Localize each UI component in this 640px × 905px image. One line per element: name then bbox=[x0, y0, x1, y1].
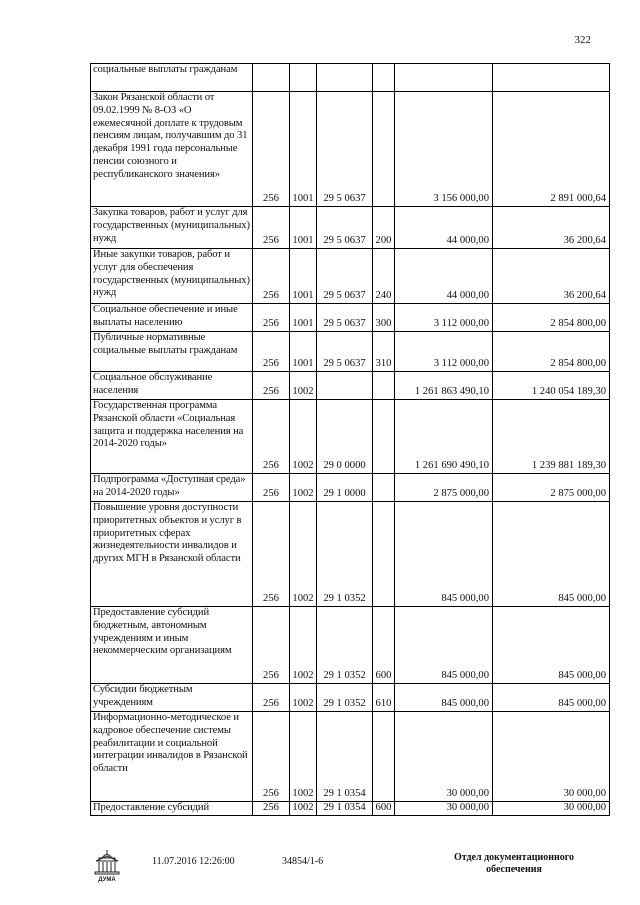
section-code-cell: 1001 bbox=[290, 207, 317, 249]
table-row bbox=[91, 474, 610, 502]
section-code-cell bbox=[290, 64, 317, 92]
section-code-cell: 1002 bbox=[290, 474, 317, 502]
ved-code-cell: 256 bbox=[253, 372, 290, 400]
row-name-cell: Социальное обслуживание населения bbox=[91, 372, 253, 400]
footer-department bbox=[440, 852, 588, 876]
ved-code-cell: 256 bbox=[253, 207, 290, 249]
executed-sum-cell: 2 891 000,64 bbox=[493, 92, 610, 207]
table-row bbox=[91, 372, 610, 400]
section-code-cell: 1001 bbox=[290, 249, 317, 304]
target-article-cell: 29 5 0637 bbox=[317, 332, 373, 372]
section-code-cell: 1002 bbox=[290, 712, 317, 802]
target-article-cell: 29 5 0637 bbox=[317, 92, 373, 207]
target-article-cell: 29 5 0637 bbox=[317, 304, 373, 332]
executed-sum-cell: 30 000,00 bbox=[493, 712, 610, 802]
row-name-cell: Государственная программа Рязанской области «Социальная защита и поддержка населения на 2014-2020 годы» bbox=[91, 400, 253, 474]
ved-code-cell: 256 bbox=[253, 607, 290, 684]
expense-type-cell: 600 bbox=[373, 802, 395, 816]
executed-sum-cell: 2 875 000,00 bbox=[493, 474, 610, 502]
row-name-cell: Подпрограмма «Доступная среда» на 2014-2020 годы» bbox=[91, 474, 253, 502]
row-name-cell: Предоставление субсидий бюджетным, автономным учреждениям и иным некоммерческим организациям bbox=[91, 607, 253, 684]
row-name-cell: Предоставление субсидий bbox=[91, 802, 253, 816]
expense-type-cell bbox=[373, 400, 395, 474]
table-row bbox=[91, 64, 610, 92]
table-row bbox=[91, 400, 610, 474]
target-article-cell: 29 0 0000 bbox=[317, 400, 373, 474]
ved-code-cell: 256 bbox=[253, 502, 290, 607]
expense-type-cell: 300 bbox=[373, 304, 395, 332]
target-article-cell: 29 1 0352 bbox=[317, 607, 373, 684]
planned-sum-cell: 3 112 000,00 bbox=[395, 332, 493, 372]
ved-code-cell: 256 bbox=[253, 474, 290, 502]
ved-code-cell: 256 bbox=[253, 802, 290, 816]
department-line-2: обеспечения bbox=[486, 864, 542, 875]
table-row bbox=[91, 249, 610, 304]
executed-sum-cell: 845 000,00 bbox=[493, 684, 610, 712]
executed-sum-cell: 2 854 800,00 bbox=[493, 332, 610, 372]
row-name-cell: социальные выплаты гражданам bbox=[91, 64, 253, 92]
expense-type-cell bbox=[373, 372, 395, 400]
row-name-cell: Социальное обеспечение и иные выплаты населению bbox=[91, 304, 253, 332]
expense-type-cell: 240 bbox=[373, 249, 395, 304]
table-row bbox=[91, 92, 610, 207]
section-code-cell: 1002 bbox=[290, 802, 317, 816]
row-name-cell: Информационно-методическое и кадровое обеспечение системы реабилитации и социальной интеграции инвалидов в Рязанской области bbox=[91, 712, 253, 802]
expense-type-cell bbox=[373, 92, 395, 207]
table-row bbox=[91, 332, 610, 372]
budget-table bbox=[90, 63, 610, 816]
target-article-cell: 29 5 0637 bbox=[317, 207, 373, 249]
ved-code-cell: 256 bbox=[253, 249, 290, 304]
row-name-cell: Повышение уровня доступности приоритетных объектов и услуг в приоритетных сферах жизнедеятельности инвалидов и других МГН в Рязанской области bbox=[91, 502, 253, 607]
planned-sum-cell: 2 875 000,00 bbox=[395, 474, 493, 502]
ved-code-cell: 256 bbox=[253, 304, 290, 332]
table-row bbox=[91, 684, 610, 712]
row-name-cell: Закупка товаров, работ и услуг для государственных (муниципальных) нужд bbox=[91, 207, 253, 249]
expense-type-cell bbox=[373, 474, 395, 502]
executed-sum-cell: 1 239 881 189,30 bbox=[493, 400, 610, 474]
section-code-cell: 1002 bbox=[290, 607, 317, 684]
department-line-1: Отдел документационного bbox=[453, 852, 575, 863]
svg-text:ДУМА: ДУМА bbox=[98, 877, 116, 883]
table-row bbox=[91, 304, 610, 332]
target-article-cell: 29 1 0354 bbox=[317, 802, 373, 816]
planned-sum-cell: 845 000,00 bbox=[395, 502, 493, 607]
ved-code-cell: 256 bbox=[253, 400, 290, 474]
executed-sum-cell: 845 000,00 bbox=[493, 607, 610, 684]
ved-code-cell: 256 bbox=[253, 92, 290, 207]
expense-type-cell: 310 bbox=[373, 332, 395, 372]
row-name-cell: Иные закупки товаров, работ и услуг для обеспечения государственных (муниципальных) нужд bbox=[91, 249, 253, 304]
expense-type-cell bbox=[373, 64, 395, 92]
planned-sum-cell: 1 261 863 490,10 bbox=[395, 372, 493, 400]
expense-type-cell: 600 bbox=[373, 607, 395, 684]
table-row bbox=[91, 802, 610, 816]
section-code-cell: 1002 bbox=[290, 400, 317, 474]
target-article-cell bbox=[317, 64, 373, 92]
footer-datetime: 11.07.2016 12:26:00 bbox=[152, 856, 235, 867]
expense-type-cell bbox=[373, 502, 395, 607]
page-number: 322 bbox=[574, 34, 591, 46]
planned-sum-cell: 845 000,00 bbox=[395, 684, 493, 712]
section-code-cell: 1001 bbox=[290, 92, 317, 207]
planned-sum-cell: 1 261 690 490,10 bbox=[395, 400, 493, 474]
target-article-cell: 29 1 0352 bbox=[317, 502, 373, 607]
executed-sum-cell: 845 000,00 bbox=[493, 502, 610, 607]
executed-sum-cell: 36 200,64 bbox=[493, 249, 610, 304]
ved-code-cell bbox=[253, 64, 290, 92]
table-row bbox=[91, 207, 610, 249]
planned-sum-cell: 30 000,00 bbox=[395, 802, 493, 816]
section-code-cell: 1001 bbox=[290, 332, 317, 372]
executed-sum-cell: 1 240 054 189,30 bbox=[493, 372, 610, 400]
planned-sum-cell: 3 156 000,00 bbox=[395, 92, 493, 207]
planned-sum-cell bbox=[395, 64, 493, 92]
executed-sum-cell: 36 200,64 bbox=[493, 207, 610, 249]
section-code-cell: 1002 bbox=[290, 502, 317, 607]
executed-sum-cell bbox=[493, 64, 610, 92]
ved-code-cell: 256 bbox=[253, 332, 290, 372]
executed-sum-cell: 2 854 800,00 bbox=[493, 304, 610, 332]
ved-code-cell: 256 bbox=[253, 684, 290, 712]
row-name-cell: Субсидии бюджетным учреждениям bbox=[91, 684, 253, 712]
section-code-cell: 1002 bbox=[290, 372, 317, 400]
target-article-cell: 29 1 0354 bbox=[317, 712, 373, 802]
expense-type-cell: 610 bbox=[373, 684, 395, 712]
planned-sum-cell: 44 000,00 bbox=[395, 249, 493, 304]
target-article-cell: 29 1 0352 bbox=[317, 684, 373, 712]
expense-type-cell bbox=[373, 712, 395, 802]
executed-sum-cell: 30 000,00 bbox=[493, 802, 610, 816]
table-row bbox=[91, 712, 610, 802]
section-code-cell: 1002 bbox=[290, 684, 317, 712]
planned-sum-cell: 30 000,00 bbox=[395, 712, 493, 802]
table-row bbox=[91, 607, 610, 684]
table-row bbox=[91, 502, 610, 607]
section-code-cell: 1001 bbox=[290, 304, 317, 332]
planned-sum-cell: 845 000,00 bbox=[395, 607, 493, 684]
footer-doc-number: 34854/1-6 bbox=[282, 856, 324, 867]
planned-sum-cell: 44 000,00 bbox=[395, 207, 493, 249]
planned-sum-cell: 3 112 000,00 bbox=[395, 304, 493, 332]
row-name-cell: Публичные нормативные социальные выплаты гражданам bbox=[91, 332, 253, 372]
target-article-cell: 29 5 0637 bbox=[317, 249, 373, 304]
ved-code-cell: 256 bbox=[253, 712, 290, 802]
target-article-cell: 29 1 0000 bbox=[317, 474, 373, 502]
expense-type-cell: 200 bbox=[373, 207, 395, 249]
target-article-cell bbox=[317, 372, 373, 400]
duma-logo bbox=[90, 848, 124, 884]
row-name-cell: Закон Рязанской области от 09.02.1999 № 8-ОЗ «О ежемесячной доплате к трудовым пенсиям лицам, получавшим до 31 декабря 1991 года персональные пенсии союзного и республиканского значения» bbox=[91, 92, 253, 207]
